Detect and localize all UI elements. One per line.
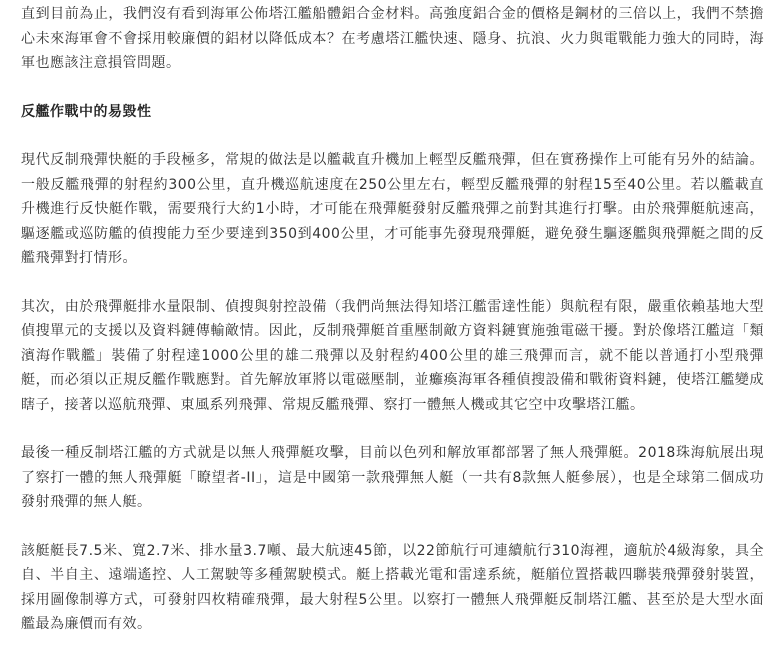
paragraph-unmanned-missile-boat: 最後一種反制塔江艦的方式就是以無人飛彈艇攻擊，目前以色列和解放軍都部署了無人飛彈艇。2018珠海航展出現了察打一體的無人飛彈艇「瞭望者-II」，這是中國第一款飛彈無人艇（一共有8款無人艇參展），也是全球第二個成功發射飛彈的無人艇。 [21, 445, 764, 510]
paragraph-gap [21, 271, 764, 295]
section-heading: 反艦作戰中的易毀性 [21, 103, 152, 120]
paragraph-gap [21, 417, 764, 441]
paragraph-gap [21, 76, 764, 100]
paragraph-gap [21, 515, 764, 539]
paragraph-electronic-suppression: 其次，由於飛彈艇排水量限制、偵搜與射控設備（我們尚無法得知塔江艦雷達性能）與航程有限，嚴重依賴基地大型偵搜單元的支援以及資料鏈傳輸敵情。因此，反制飛彈艇首重壓制敵方資料鏈實施強電磁干擾。對於像塔江艦這「類濱海作戰艦」裝備了射程達1000公里的雄二飛彈以及射程約400公里的雄三飛彈而言，就不能以普通打小型飛彈艇，而必須以正規反艦作戰應對。首先解放軍將以電磁壓制，並癱瘓海軍各種偵搜設備和戰術資料鏈，使塔江艦變成瞎子，接著以巡航飛彈、東風系列飛彈、常規反艦飛彈、察打一體無人機或其它空中攻擊塔江艦。 [21, 298, 764, 413]
paragraph-gap [21, 124, 764, 148]
paragraph-boat-specifications: 該艇艇長7.5米、寬2.7米、排水量3.7噸、最大航速45節，以22節航行可連續航行310海裡，適航於4級海象，具全自、半自主、遠端遙控、人工駕駛等多種駕駛模式。艇上搭載光電和雷達系統，艇艏位置搭載四聯裝飛彈發射裝置，採用圖像制導方式，可發射四枚精確飛彈，最大射程5公里。以察打一體無人飛彈艇反制塔江艦、甚至於是大型水面艦最為廉價而有效。 [21, 542, 764, 632]
paragraph-aluminum-alloy: 直到目前為止，我們沒有看到海軍公佈塔江艦船體鋁合金材料。高強度鋁合金的價格是鋼材的三倍以上，我們不禁擔心未來海軍會不會採用較廉價的鋁材以降低成本？在考慮塔江艦快速、隱身、抗浪、火力與電戰能力強大的同時，海軍也應該注意損管問題。 [21, 6, 764, 71]
paragraph-helicopter-countermeasure: 現代反制飛彈快艇的手段極多，常規的做法是以艦載直升機加上輕型反艦飛彈，但在實務操作上可能有另外的結論。一般反艦飛彈的射程約300公里，直升機巡航速度在250公里左右，輕型反艦飛彈的射程15至40公里。若以艦載直升機進行反快艇作戰，需要飛行大約1小時，才可能在飛彈艇發射反艦飛彈之前對其進行打擊。由於飛彈艇航速高，驅逐艦或巡防艦的偵搜能力至少要達到350到400公里，才可能事先發現飛彈艇，避免發生驅逐艦與飛彈艇之間的反艦飛彈對打情形。 [21, 152, 764, 266]
